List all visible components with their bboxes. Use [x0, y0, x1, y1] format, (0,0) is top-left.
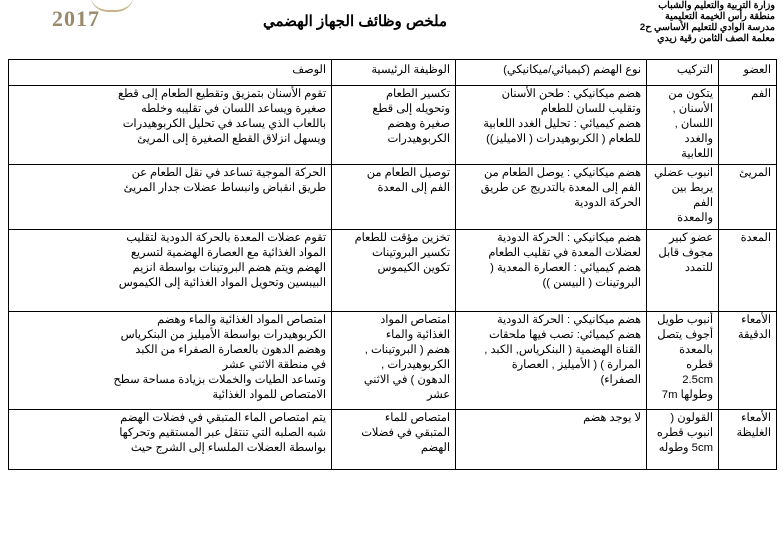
- table-row: [9, 410, 777, 470]
- structure-cell: يتكون من الأسنان , اللسان , والغدد اللعابية: [647, 86, 719, 165]
- table-row: [9, 230, 777, 312]
- digestive-summary-table: [8, 59, 777, 470]
- school-line: مدرسة الوادي للتعليم الأساسي ح2: [639, 22, 775, 33]
- description-cell: تقوم الأسنان بتمزيق وتقطيع الطعام إلى قطع صغيرة ويساعد اللسان في تقليبه وخلطه باللعاب الذي يساعد في تحليل الكربوهيدرات ويسهل انزلاق القطع الصغيرة إلى المريئ: [9, 86, 332, 165]
- table-row: [9, 86, 777, 165]
- structure-cell: عضو كبير مجوف قابل للتمدد: [647, 230, 719, 312]
- region-line: منطقة رأس الخيمة التعليمية: [665, 11, 775, 22]
- description-cell: يتم امتصاص الماء المتبقي في فضلات الهضم شبه الصلبه التي تنتقل عبر المستقيم وتحركها بواسطة العضلات الملساء إلى الشرج حيث: [9, 410, 332, 470]
- description-cell: تقوم عضلات المعدة بالحركة الدودية لتقليب المواد الغذائية مع العصارة الهضمية لتسريع الهضم ويتم هضم البروتينات بواسطة انزيم البيبسين وتحويل المواد الغذائية إلى الكيموس: [9, 230, 332, 312]
- table-row: [9, 312, 777, 410]
- header-description: الوصف: [9, 60, 332, 86]
- description-cell: الحركة الموجية تساعد في نقل الطعام عن طريق انقباض وانبساط عضلات جدار المريئ: [9, 165, 332, 230]
- digestion-type-cell: لا يوجد هضم: [456, 410, 647, 470]
- teacher-line: معلمة الصف الثامن رقية زيدي: [657, 33, 775, 44]
- organ-cell: الأمعاء الدقيقة: [719, 312, 777, 410]
- header-digestion-type: نوع الهضم (كيميائي/ميكانيكي): [456, 60, 647, 86]
- digestion-type-cell: هضم ميكانيكي : الحركة الدودية هضم كيميائي: تصب فيها ملحقات القناة الهضمية ( البنكرياس, الكبد , المرارة ) ( الأميليز , العصارة الصفراء): [456, 312, 647, 410]
- description-cell: امتصاص المواد الغذائية والماء وهضم الكربوهيدرات بواسطة الأميليز من البنكرياس وهضم الدهون بالعصارة الصفراء من الكبد في منطقة الاثني عشر وتساعد الطيات والخملات بزيادة مساحة سطح الامتصاص للمواد الغذائية: [9, 312, 332, 410]
- table-row: [9, 165, 777, 230]
- ministry-line: وزارة التربية والتعليم والشباب: [658, 0, 775, 11]
- organ-cell: المريئ: [719, 165, 777, 230]
- digestion-type-cell: هضم ميكانيكي : الحركة الدودية لعضلات المعدة في تقليب الطعام هضم كيميائي : العصارة المعدية ( البروتينات ( البيسن )): [456, 230, 647, 312]
- organ-cell: المعدة: [719, 230, 777, 312]
- document-title: ملخص وظائف الجهاز الهضمي: [263, 13, 447, 30]
- digestion-type-cell: هضم ميكانيكي : يوصل الطعام من الفم إلى المعدة بالتدريج عن طريق الحركة الدودية: [456, 165, 647, 230]
- organ-cell: الفم: [719, 86, 777, 165]
- structure-cell: أنبوب طويل أجوف يتصل بالمعدة قطره 2.5cm وطولها 7m: [647, 312, 719, 410]
- main-function-cell: تكسير الطعام وتحويله إلى قطع صغيرة وهضم الكربوهيدرات: [332, 86, 456, 165]
- structure-cell: انبوب عضلي يربط بين الفم والمعدة: [647, 165, 719, 230]
- main-function-cell: تخزين مؤقت للطعام تكسير البروتينات تكوين الكيموس: [332, 230, 456, 312]
- school-info: [640, 0, 775, 44]
- organ-cell: الأمعاء الغليظة: [719, 410, 777, 470]
- table-header-row: [9, 60, 777, 86]
- logo: [20, 0, 122, 34]
- header-main-function: الوظيفة الرئيسية: [332, 60, 456, 86]
- main-function-cell: توصيل الطعام من الفم إلى المعدة: [332, 165, 456, 230]
- main-function-cell: امتصاص المواد الغذائية والماء هضم ( البروتينات , الكربوهيدرات , الدهون ) في الاثني عشر: [332, 312, 456, 410]
- structure-cell: القولون ( انبوب قطره 5cm وطوله: [647, 410, 719, 470]
- page-header: [0, 0, 783, 56]
- header-organ: العضو: [719, 60, 777, 86]
- logo-year: 2017: [52, 6, 100, 31]
- digestion-type-cell: هضم ميكانيكي : طحن الأسنان وتقليب للسان للطعام هضم كيميائي : تحليل الغدد اللعابية للطعام ( الكربوهيدرات ( الاميليز)): [456, 86, 647, 165]
- main-function-cell: امتصاص للماء المتبقي في فضلات الهضم: [332, 410, 456, 470]
- header-structure: التركيب: [647, 60, 719, 86]
